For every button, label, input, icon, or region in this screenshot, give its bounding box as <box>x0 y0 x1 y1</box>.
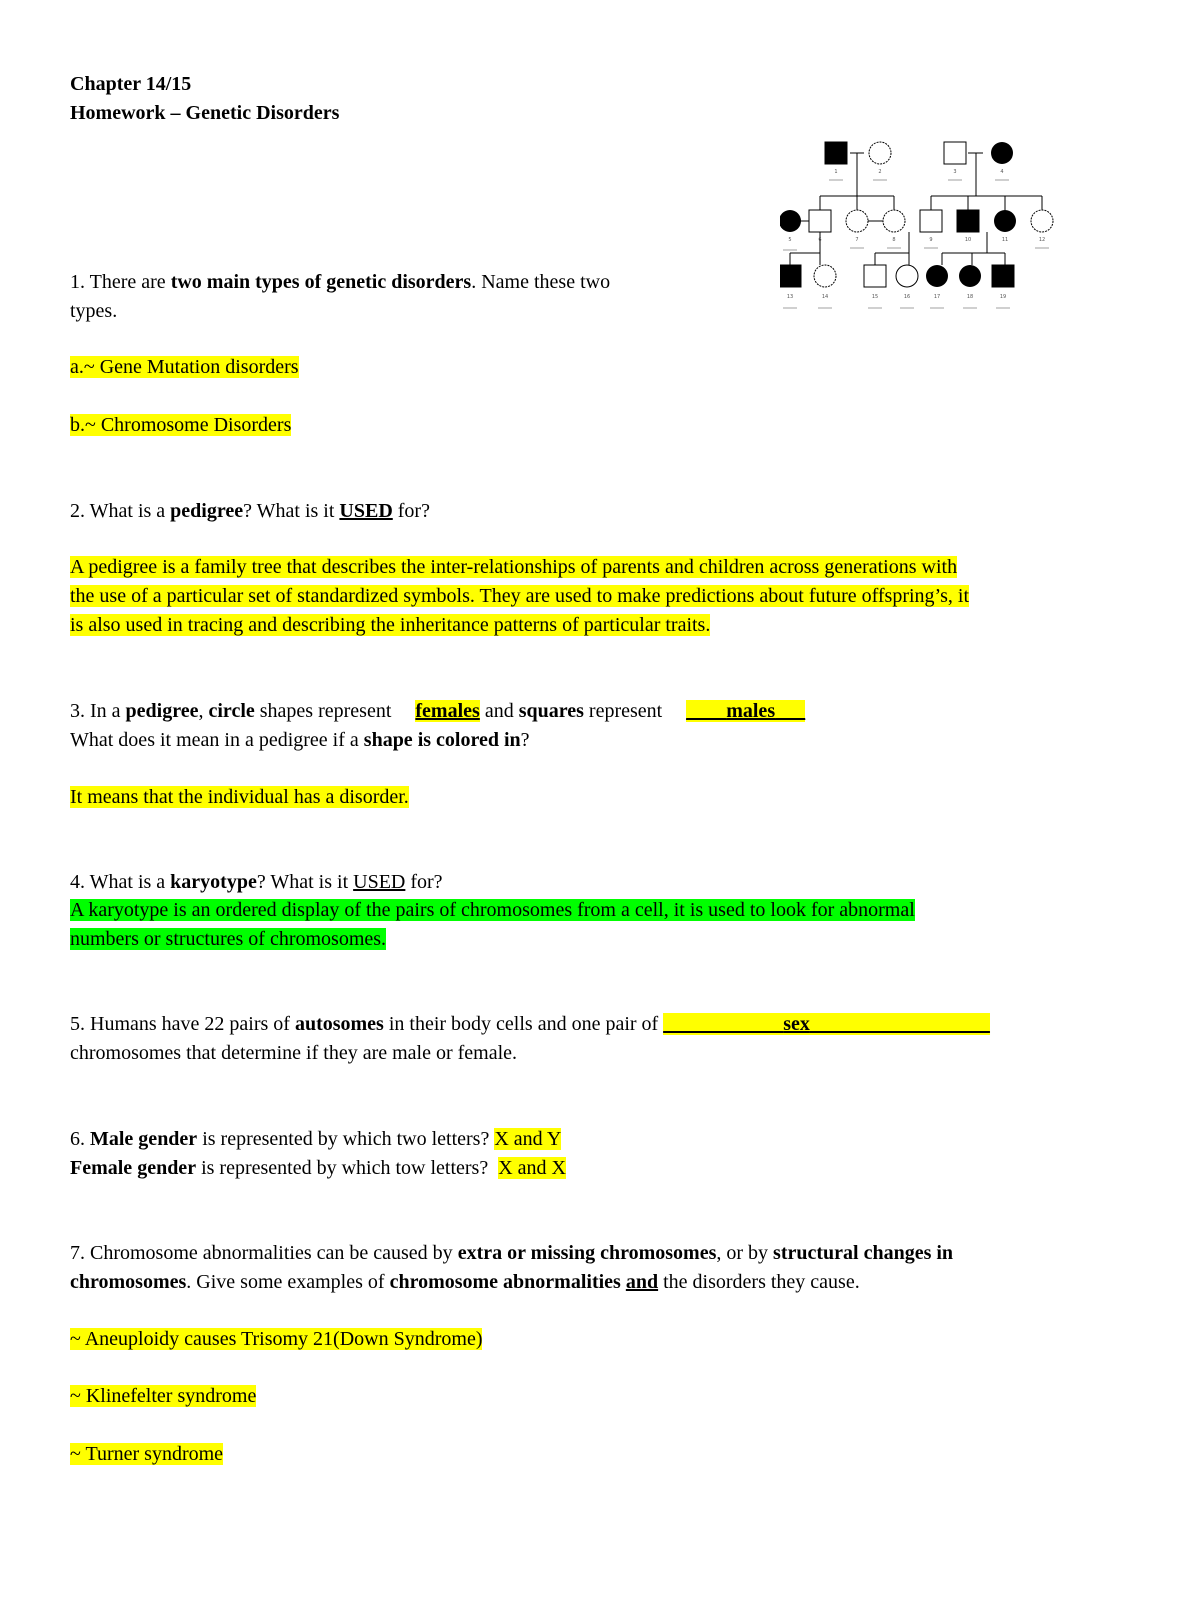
chapter-label: Chapter 14/15 <box>70 73 192 95</box>
answer-4-line1: A karyotype is an ordered display of the pairs of chromosomes from a cell, it is used to look for abnormal <box>70 899 915 921</box>
answer-1b: b.~ Chromosome Disorders <box>70 414 292 436</box>
pedigree-number: 17 <box>933 294 941 300</box>
answer-7-3: ~ Turner syndrome <box>70 1443 224 1465</box>
question-4: 4. What is a karyotype? What is it USED for? <box>70 871 443 893</box>
female-symbol <box>869 142 891 164</box>
question-1-line2: types. <box>70 300 118 322</box>
pedigree-number: 18 <box>966 294 974 300</box>
answer-7-2: ~ Klinefelter syndrome <box>70 1385 257 1407</box>
female-symbol <box>1031 210 1053 232</box>
pedigree-number: 8 <box>892 237 896 243</box>
pedigree-number: 3 <box>953 169 957 175</box>
male-symbol <box>944 142 966 164</box>
pedigree-number: 14 <box>821 294 829 300</box>
question-6-male: 6. Male gender is represented by which two letters? X and Y <box>70 1128 562 1150</box>
female-symbol <box>896 265 918 287</box>
answer-1a: a.~ Gene Mutation disorders <box>70 356 299 378</box>
affected-female-symbol <box>994 210 1016 232</box>
pedigree-number: 13 <box>786 294 794 300</box>
answer-3-females: females <box>415 700 480 722</box>
affected-female-symbol <box>959 265 981 287</box>
pedigree-number: 9 <box>929 237 933 243</box>
pedigree-number: 10 <box>964 237 972 243</box>
affected-female-symbol <box>926 265 948 287</box>
pedigree-number: 16 <box>903 294 911 300</box>
answer-7-1: ~ Aneuploidy causes Trisomy 21(Down Syndrome) <box>70 1328 483 1350</box>
question-2: 2. What is a pedigree? What is it USED for? <box>70 500 430 522</box>
female-symbol <box>814 265 836 287</box>
question-6-female: Female gender is represented by which tow letters? X and X <box>70 1157 566 1179</box>
affected-female-symbol <box>991 142 1013 164</box>
affected-male-symbol <box>780 265 801 287</box>
question-3: 3. In a pedigree, circle shapes represent females and squares represent ____males___ <box>70 700 806 722</box>
pedigree-number: 6 <box>818 237 822 243</box>
question-7: 7. Chromosome abnormalities can be caused by extra or missing chromosomes, or by structural changes in <box>70 1242 954 1264</box>
pedigree-number: 5 <box>788 237 792 243</box>
answer-2-line2: the use of a particular set of standardized symbols. They are used to make predictions about future offspring’s, it <box>70 585 970 607</box>
question-3-line2: What does it mean in a pedigree if a shape is colored in? <box>70 729 530 751</box>
pedigree-chart <box>780 128 1080 328</box>
pedigree-number: 12 <box>1038 237 1046 243</box>
female-symbol <box>846 210 868 232</box>
male-symbol <box>864 265 886 287</box>
pedigree-number: 7 <box>855 237 859 243</box>
affected-male-symbol <box>992 265 1014 287</box>
affected-male-symbol <box>825 142 847 164</box>
answer-2-line1: A pedigree is a family tree that describes the inter-relationships of parents and children across generations with <box>70 556 958 578</box>
answer-6-male: X and Y <box>494 1128 562 1150</box>
answer-4-line2: numbers or structures of chromosomes. <box>70 928 387 950</box>
affected-female-symbol <box>780 210 801 232</box>
question-5: 5. Humans have 22 pairs of autosomes in their body cells and one pair of ____________sex__________________ <box>70 1013 990 1035</box>
answer-5-sex: ____________sex__________________ <box>663 1013 990 1035</box>
question-7-line2: chromosomes. Give some examples of chromosome abnormalities and the disorders they cause. <box>70 1271 860 1293</box>
answer-3: It means that the individual has a disorder. <box>70 786 409 808</box>
question-1: 1. There are two main types of genetic disorders. Name these two <box>70 271 611 293</box>
answer-3-males: ____males___ <box>686 700 806 722</box>
page-title: Homework – Genetic Disorders <box>70 102 340 124</box>
pedigree-number: 2 <box>878 169 882 175</box>
pedigree-number: 1 <box>834 169 838 175</box>
question-5-line2: chromosomes that determine if they are male or female. <box>70 1042 518 1064</box>
answer-2-line3: is also used in tracing and describing the inheritance patterns of particular traits. <box>70 614 711 636</box>
pedigree-number: 4 <box>1000 169 1004 175</box>
male-symbol <box>920 210 942 232</box>
affected-male-symbol <box>957 210 979 232</box>
pedigree-number: 19 <box>999 294 1007 300</box>
answer-6-female: X and X <box>498 1157 566 1179</box>
pedigree-number: 11 <box>1001 237 1009 243</box>
pedigree-number: 15 <box>871 294 879 300</box>
male-symbol <box>809 210 831 232</box>
female-symbol <box>883 210 905 232</box>
